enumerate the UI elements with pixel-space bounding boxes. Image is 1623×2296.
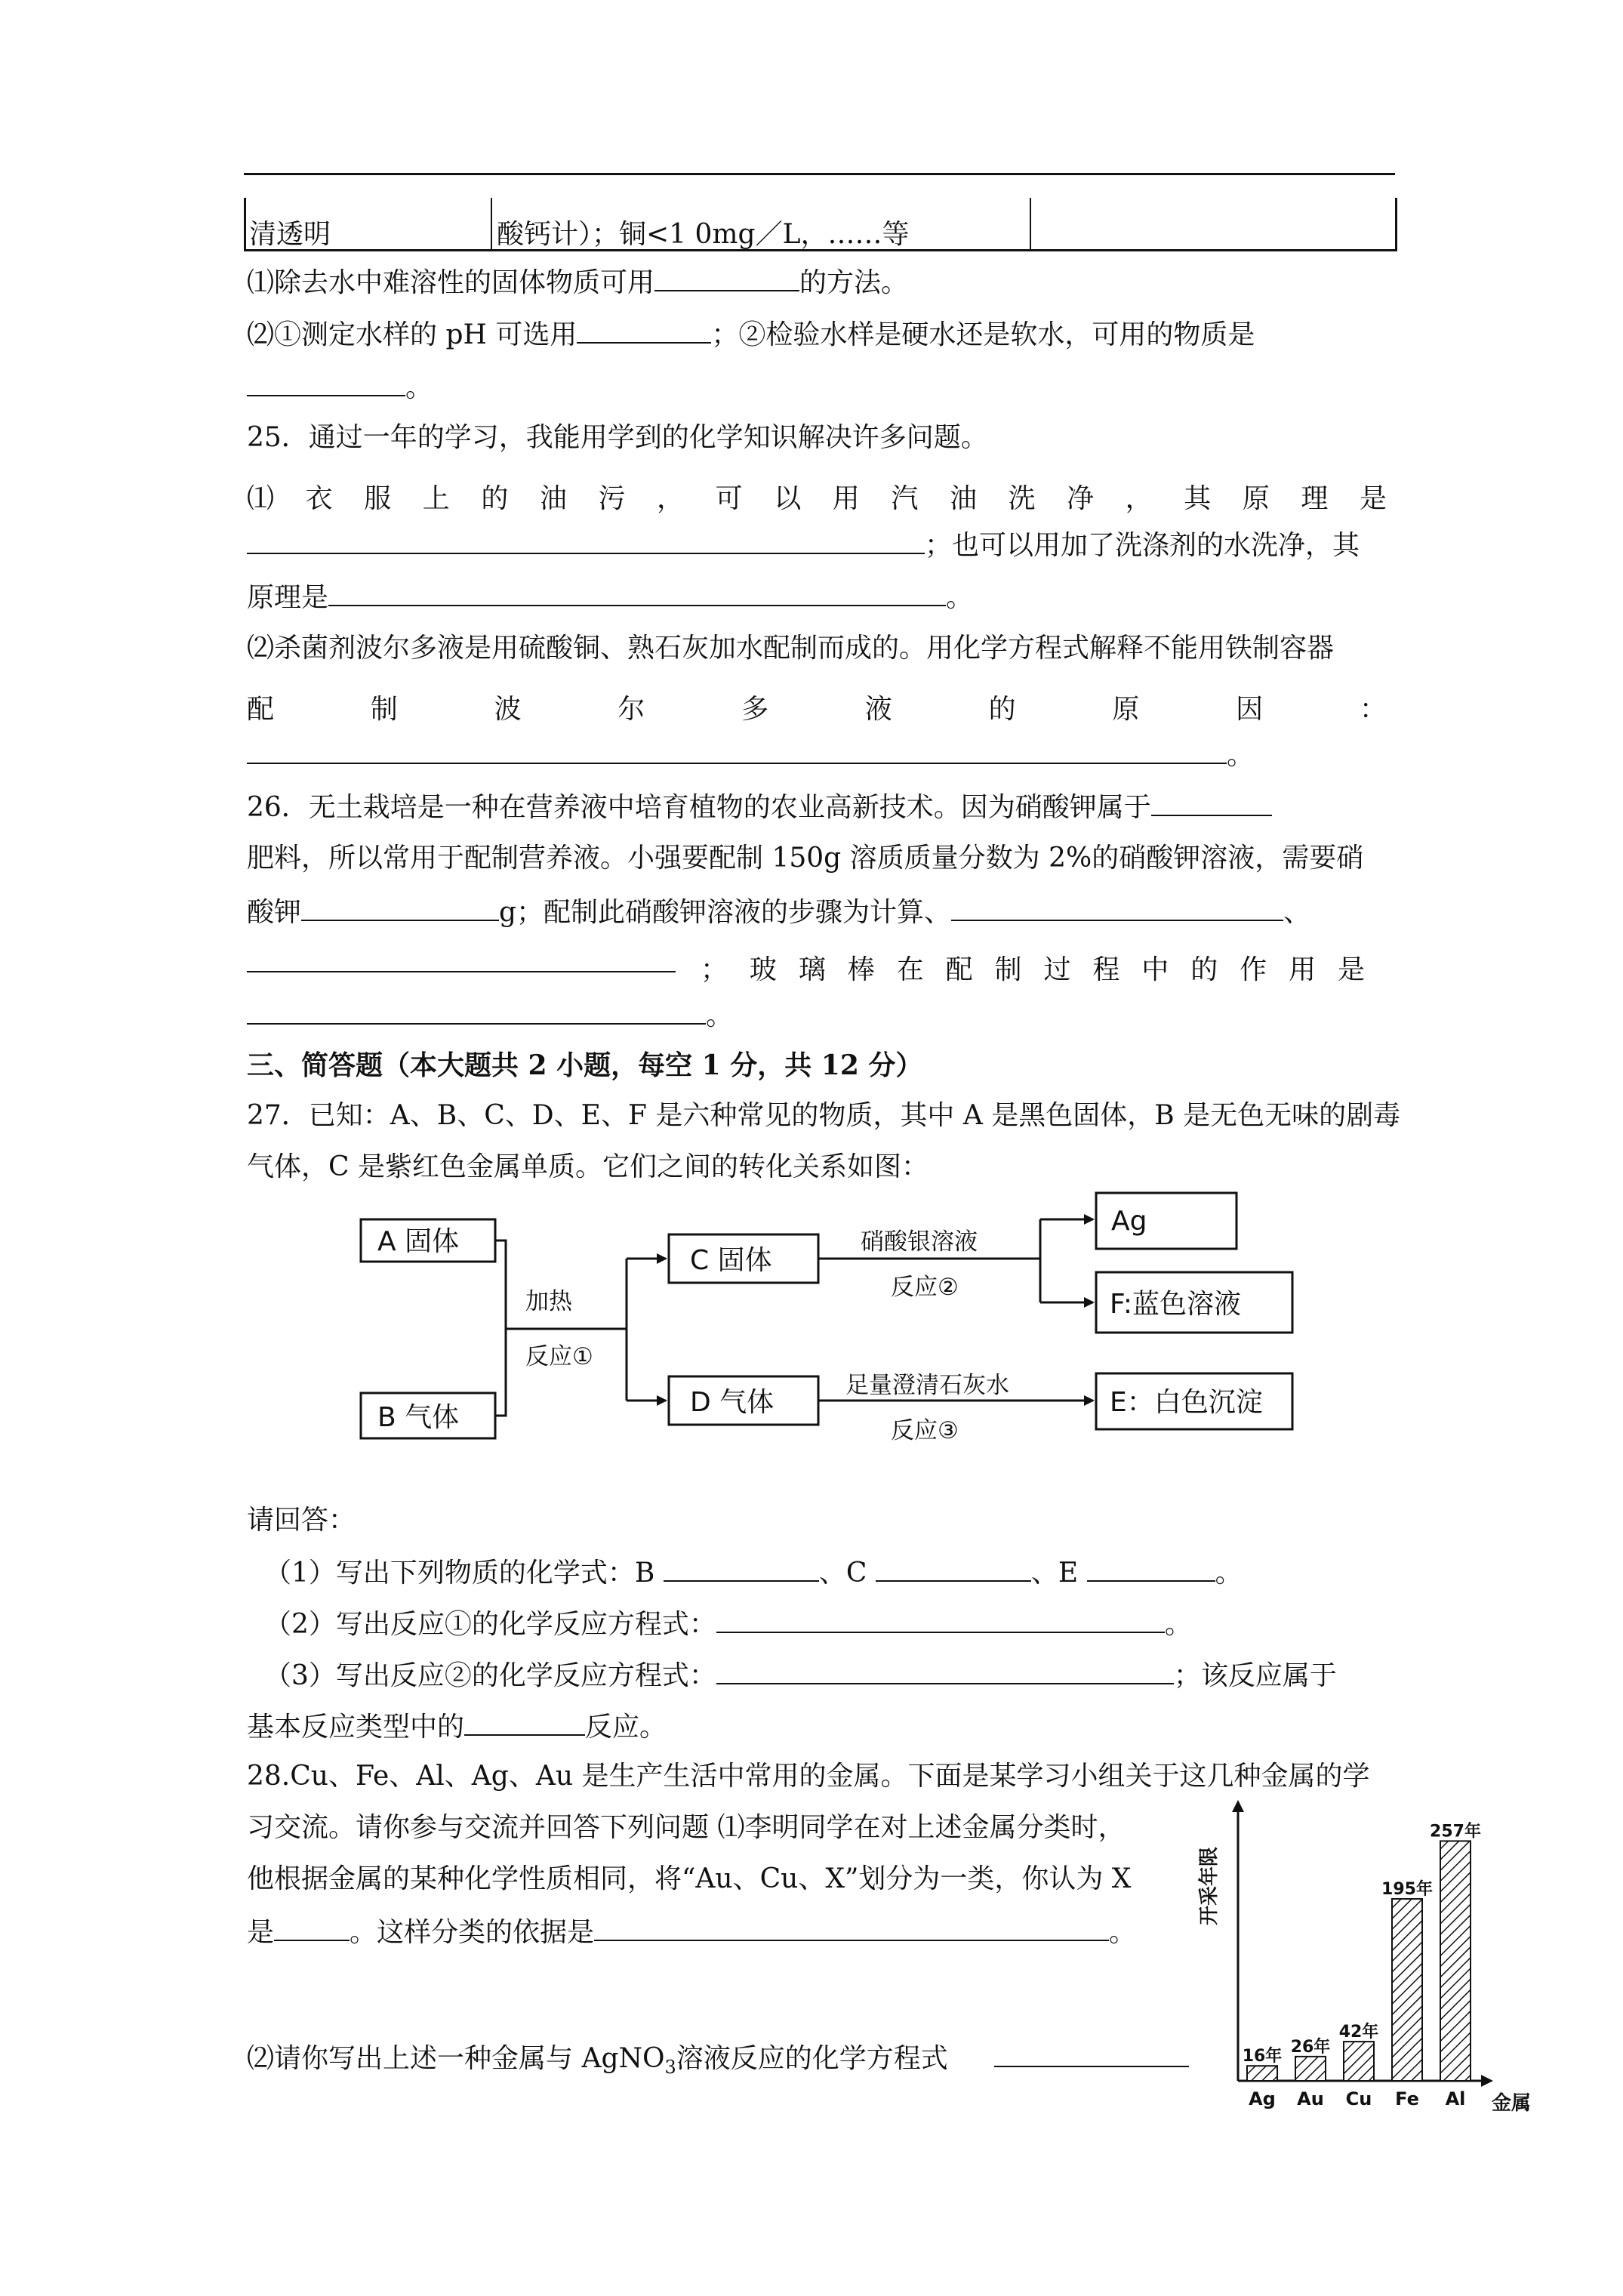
answer-blank[interactable]	[247, 1000, 706, 1025]
q27-sub2: （2）写出反应①的化学反应方程式： 。	[264, 1609, 1192, 1640]
bar-au	[1295, 2057, 1326, 2081]
reaction1-label: 反应①	[525, 1343, 593, 1370]
reaction3-label: 反应③	[891, 1417, 959, 1444]
q24-part2-cont: 。	[247, 372, 433, 402]
bar-value-label: 42年	[1338, 2023, 1379, 2042]
q27-line2: 气体，C 是紫红色金属单质。它们之间的转化关系如图：	[247, 1151, 929, 1182]
q26-line1: 26．无土栽培是一种在营养液中培育植物的农业高新技术。因为硝酸钾属于	[247, 792, 1272, 821]
heat-label: 加热	[525, 1288, 572, 1315]
answer-blank[interactable]	[876, 1558, 1031, 1582]
answer-blank[interactable]	[247, 372, 405, 396]
answer-blank[interactable]	[716, 1660, 1174, 1684]
answer-blank[interactable]	[247, 948, 676, 972]
table-cell-1: 清透明	[249, 219, 331, 250]
bar-value-label: 257年	[1430, 1822, 1481, 1841]
box-f-label: F:蓝色溶液	[1110, 1289, 1242, 1320]
q27-sub3-cont: 基本反应类型中的 反应。	[247, 1712, 667, 1743]
answer-blank[interactable]	[247, 530, 925, 554]
box-a-label: A 固体	[377, 1226, 460, 1257]
y-axis-label: 开采年限	[1198, 1846, 1221, 1926]
q28-line2: 习交流。请你参与交流并回答下列问题 ⑴李明同学在对上述金属分类时，	[247, 1812, 1126, 1843]
x-axis-arrow	[1481, 2075, 1493, 2087]
box-d-label: D 气体	[690, 1387, 775, 1418]
x-tick-label: Al	[1445, 2088, 1466, 2110]
answer-blank[interactable]	[994, 2043, 1189, 2067]
table-fragment	[244, 198, 1397, 251]
q26-line3: 酸钾 g；配制此硝酸钾溶液的步骤为计算、 、	[247, 897, 1311, 928]
q28-line1: 28.Cu、Fe、Al、Ag、Au 是生产生活中常用的金属。下面是某学习小组关于这几种金属的学	[247, 1761, 1370, 1792]
answer-blank[interactable]	[594, 1917, 1109, 1941]
box-e-label: E：白色沉淀	[1110, 1387, 1263, 1418]
q25-part1-line3: 原理是 。	[247, 582, 974, 613]
q25-part1-line2: ；也可以用加了洗涤剂的水洗净，其	[247, 530, 1360, 559]
x-tick-label: Cu	[1345, 2088, 1372, 2110]
box-b-label: B 气体	[377, 1402, 460, 1433]
q26-line4: ； 玻 璃 棒 在 配 制 过 程 中 的 作 用 是	[701, 954, 1365, 985]
bar-value-label: 16年	[1242, 2047, 1283, 2066]
mining-years-bar-chart	[1193, 1797, 1532, 2122]
box-ag-label: Ag	[1111, 1206, 1147, 1237]
answer-blank[interactable]	[328, 582, 946, 606]
q26-line2: 肥料，所以常用于配制营养液。小强要配制 150g 溶质质量分数为 2%的硝酸钾溶液，需要硝	[247, 843, 1364, 874]
q25-intro: 25．通过一年的学习，我能用学到的化学知识解决许多问题。	[247, 422, 988, 453]
reaction-flow-diagram	[332, 1174, 1313, 1476]
bar-value-label: 26年	[1290, 2037, 1331, 2057]
answer-blank[interactable]	[664, 1558, 819, 1582]
q25-part1-line1: ⑴ 衣 服 上 的 油 污 ， 可 以 用 汽 油 洗 净 ， 其 原 理 是	[247, 483, 1387, 514]
q27-please: 请回答：	[247, 1505, 356, 1536]
reaction2-label: 反应②	[891, 1274, 959, 1301]
answer-blank[interactable]	[464, 1712, 585, 1736]
answer-blank[interactable]	[247, 740, 1227, 764]
bar-ag	[1247, 2066, 1277, 2081]
q28-line5: ⑵请你写出上述一种金属与 AgNO$_3$溶液反应的化学方程式	[247, 2043, 1189, 2076]
bar-cu	[1344, 2042, 1374, 2081]
q28-line4: 是 。这样分类的依据是 。	[247, 1917, 1137, 1948]
answer-blank[interactable]	[274, 1917, 350, 1941]
answer-blank[interactable]	[1151, 792, 1272, 816]
bar-al	[1440, 1841, 1471, 2081]
bar-value-label: 195年	[1381, 1880, 1433, 1900]
q27-sub1: （1）写出下列物质的化学式：B 、C 、E 。	[264, 1558, 1243, 1589]
answer-blank[interactable]	[654, 267, 799, 291]
q25-part2-line1: ⑵杀菌剂波尔多液是用硫酸铜、熟石灰加水配制而成的。用化学方程式解释不能用铁制容器	[247, 633, 1335, 664]
answer-blank[interactable]	[716, 1609, 1165, 1633]
box-c-label: C 固体	[690, 1245, 772, 1276]
q27-sub3: （3）写出反应②的化学反应方程式： ；该反应属于	[264, 1660, 1337, 1691]
table-cell-2: 酸钙计）；铜<1 0mg／L，……等	[497, 219, 910, 250]
q24-part2: ⑵①测定水样的 pH 可选用 ；②检验水样是硬水还是软水，可用的物质是	[247, 319, 1255, 350]
answer-blank[interactable]	[301, 897, 499, 921]
q24-part1: ⑴除去水中难溶性的固体物质可用 的方法。	[247, 267, 909, 298]
answer-blank[interactable]	[951, 897, 1283, 921]
q26-line4-blank	[247, 948, 676, 978]
x-tick-label: Ag	[1249, 2088, 1276, 2110]
x-tick-label: Fe	[1395, 2088, 1419, 2110]
bar-fe	[1392, 1899, 1422, 2081]
header-rule	[244, 173, 1395, 175]
q28-line3: 他根据金属的某种化学性质相同，将“Au、Cu、X”划分为一类，你认为 X	[247, 1863, 1132, 1894]
y-axis-arrow	[1232, 1800, 1244, 1812]
answer-blank[interactable]	[577, 319, 711, 344]
q26-line5: 。	[247, 1000, 733, 1030]
section-heading: 三、简答题（本大题共 2 小题，每空 1 分，共 12 分）	[247, 1049, 923, 1081]
q27-line1: 27．已知：A、B、C、D、E、F 是六种常见的物质，其中 A 是黑色固体，B 是无色无味的剧毒	[247, 1100, 1401, 1131]
x-axis-label: 金属	[1492, 2092, 1532, 2115]
q25-part2-line3: 。	[247, 740, 1254, 769]
reagent2-label: 硝酸银溶液	[861, 1228, 978, 1256]
reagent3-label: 足量澄清石灰水	[845, 1372, 1009, 1399]
q25-part2-line2: 配 制 波 尔 多 液 的 原 因 ：	[247, 694, 1387, 725]
x-tick-label: Au	[1297, 2088, 1324, 2110]
answer-blank[interactable]	[1087, 1558, 1215, 1582]
